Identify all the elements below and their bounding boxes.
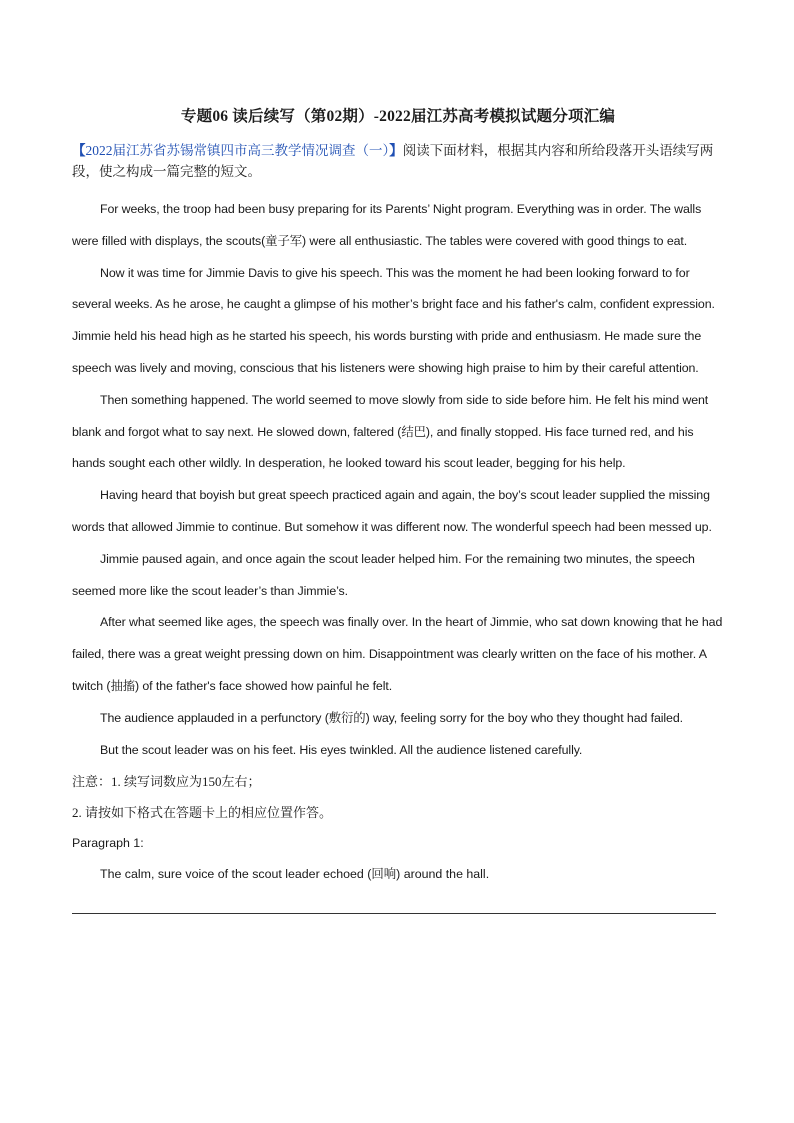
passage-paragraph-2: Now it was time for Jimmie Davis to give his speech. This was the moment he had been looking forward to for several weeks. As he arose, he caught a glimpse of his mother’s bright face and his father's calm, confident expression. Jimmie held his head high as he started his speech, his words bursting with pride and enthusiasm. He made sure the speech was lively and moving, conscious that his listeners were showing high praise to him by their careful attention. xyxy=(72,265,715,375)
source-instruction xyxy=(72,140,724,182)
instruction-text: 阅读下面材料，根据其内容和所给段落开头语续写两段，使之构成一篇完整的短文。 xyxy=(72,143,714,179)
passage-paragraph-8: But the scout leader was on his feet. His eyes twinkled. All the audience listened carefully. xyxy=(100,742,583,757)
passage-paragraph-6: After what seemed like ages, the speech was finally over. In the heart of Jimmie, who sat down knowing that he had failed, there was a great weight pressing down on him. Disappointment was clearly written on the face of his mother. A twitch (抽搐) of the father's face showed how painful he felt. xyxy=(72,615,723,693)
document-title: 专题06 读后续写（第02期）-2022届江苏高考模拟试题分项汇编 xyxy=(180,108,616,125)
passage-paragraph-4: Having heard that boyish but great speech practiced again and again, the boy’s scout leader supplied the missing words that allowed Jimmie to continue. But somehow it was different now. The wonderful speech had been messed up. xyxy=(72,488,712,534)
note-word-count: 注意：1. 续写词数应为150左右； xyxy=(72,774,261,790)
note-answer-format: 2. 请按如下格式在答题卡上的相应位置作答。 xyxy=(72,805,333,821)
source-close-bracket: 】 xyxy=(389,143,403,158)
source-name: 2022届江苏省苏锡常镇四市高三教学情况调查（一） xyxy=(85,143,390,158)
document-page xyxy=(72,104,724,914)
paragraph-1-start-sentence: The calm, sure voice of the scout leader echoed (回响) around the hall. xyxy=(100,867,490,882)
paragraph-1-label: Paragraph 1: xyxy=(72,836,144,851)
answer-writing-line xyxy=(72,912,716,914)
passage-paragraph-5: Jimmie paused again, and once again the scout leader helped him. For the remaining two minutes, the speech seemed more like the scout leader’s than Jimmie’s. xyxy=(72,551,695,598)
passage-paragraph-7: The audience applauded in a perfunctory (敷衍的) way, feeling sorry for the boy who they thought had failed. xyxy=(100,710,683,725)
passage-paragraph-3: Then something happened. The world seemed to move slowly from side to side before him. He felt his mind went blank and forgot what to say next. He slowed down, faltered (结巴), and finally stopped. His face turned red, and his hands sought each other wildly. In desperation, he looked toward his scout leader, begging for his help. xyxy=(72,392,709,471)
passage xyxy=(72,194,724,766)
source-open-bracket: 【 xyxy=(72,143,86,158)
passage-paragraph-1: For weeks, the troop had been busy preparing for its Parents’ Night program. Everything was in order. The walls were filled with displays, the scouts(童子军) were all enthusiastic. The tables were covered with good things to eat. xyxy=(72,202,702,248)
